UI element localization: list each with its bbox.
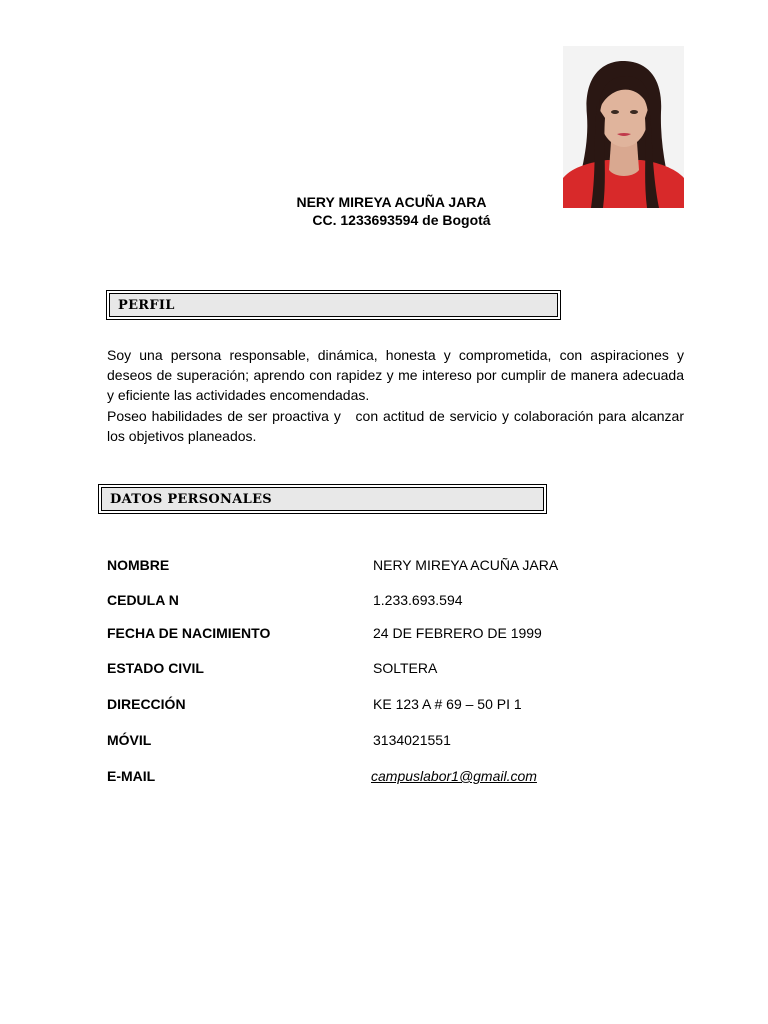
section-title-perfil: PERFIL bbox=[109, 293, 558, 317]
label-nombre: NOMBRE bbox=[107, 557, 170, 573]
value-direccion: KE 123 A # 69 – 50 PI 1 bbox=[373, 696, 522, 712]
label-estado-civil: ESTADO CIVIL bbox=[107, 660, 204, 676]
email-link[interactable]: campuslabor1@gmail.com bbox=[371, 768, 537, 784]
profile-summary bbox=[107, 345, 688, 446]
profile-photo bbox=[563, 46, 684, 208]
profile-paragraph: Poseo habilidades de ser proactiva y con actitud de servicio y colaboración para alcanzar los objetivos planeados. bbox=[107, 407, 688, 444]
value-fecha-nacimiento: 24 DE FEBRERO DE 1999 bbox=[373, 625, 542, 641]
value-estado-civil: SOLTERA bbox=[373, 660, 438, 676]
label-direccion: DIRECCIÓN bbox=[107, 696, 186, 712]
portrait-photo-icon bbox=[563, 46, 684, 208]
value-nombre: NERY MIREYA ACUÑA JARA bbox=[373, 557, 559, 573]
section-title-datos: DATOS PERSONALES bbox=[101, 487, 544, 511]
section-header-perfil bbox=[106, 290, 561, 320]
value-cedula: 1.233.693.594 bbox=[373, 592, 463, 608]
section-header-datos bbox=[98, 484, 547, 514]
value-movil: 3134021551 bbox=[373, 732, 451, 748]
label-fecha-nacimiento: FECHA DE NACIMIENTO bbox=[107, 625, 271, 641]
label-cedula: CEDULA N bbox=[107, 592, 179, 608]
applicant-name: NERY MIREYA ACUÑA JARA bbox=[296, 194, 487, 210]
label-email: E-MAIL bbox=[107, 768, 156, 784]
label-movil: MÓVIL bbox=[107, 732, 152, 748]
profile-paragraph: Soy una persona responsable, dinámica, honesta y comprometida, con aspiraciones y deseos de superación; aprendo con rapidez y me intereso por cumplir de manera adecuada y eficiente las actividades encomendadas. bbox=[107, 347, 684, 404]
applicant-id: CC. 1233693594 de Bogotá bbox=[312, 212, 491, 228]
